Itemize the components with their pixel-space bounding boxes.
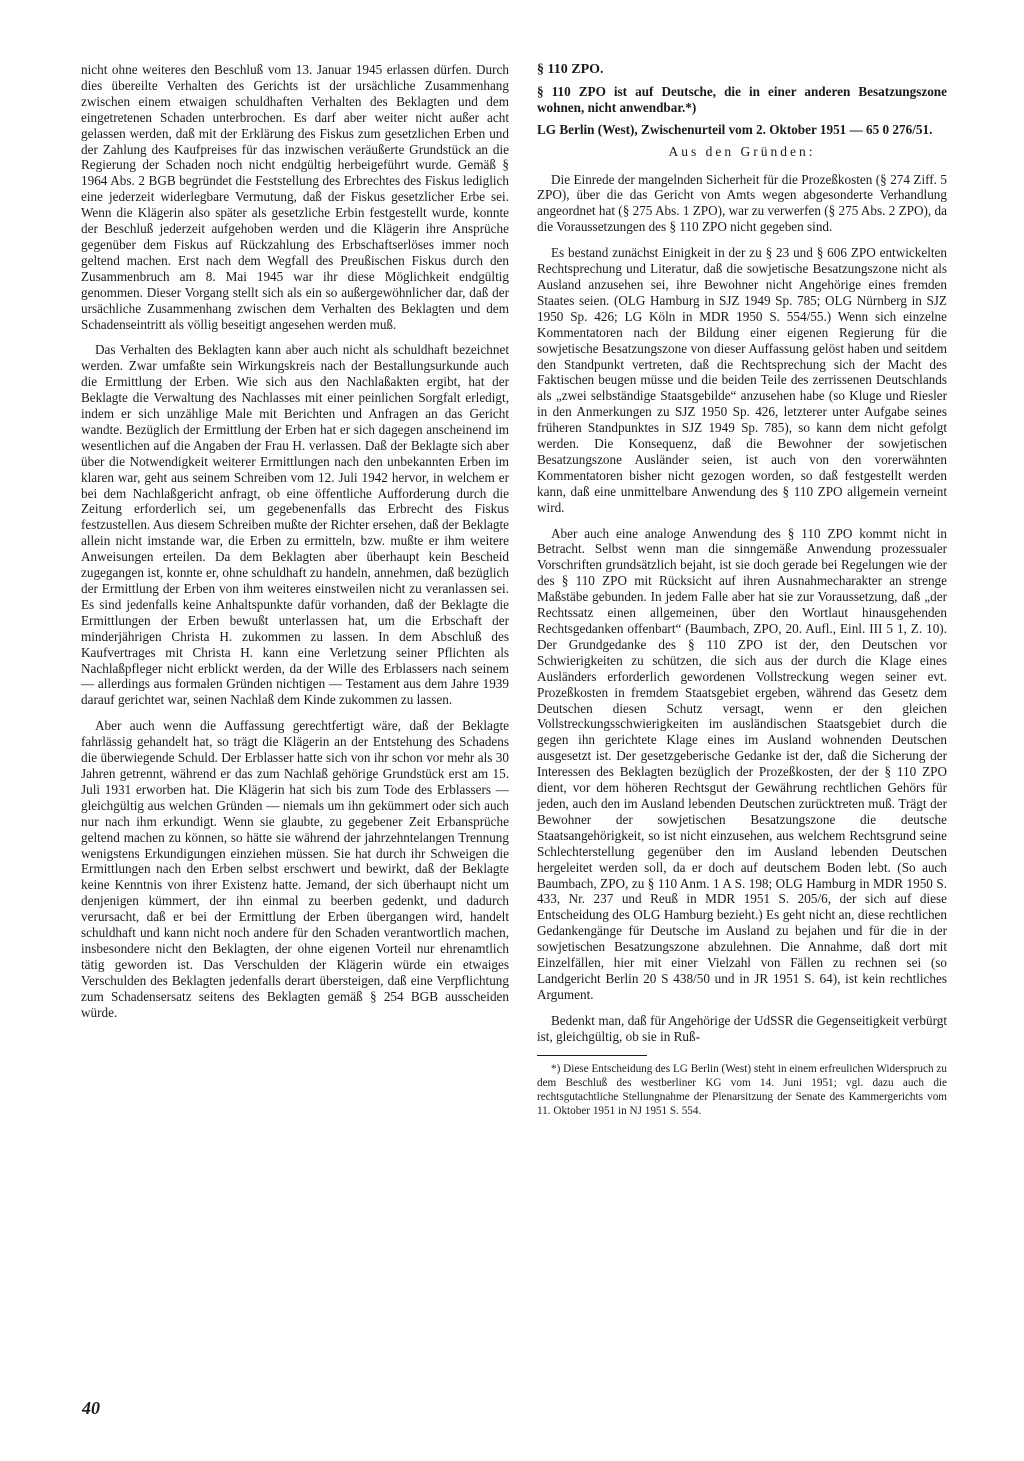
right-column: [537, 62, 947, 1128]
paragraph: Bedenkt man, daß für Angehörige der UdSSR die Gegenseitigkeit verbürgt ist, gleichgültig, ob sie in Ruß-: [537, 1012, 947, 1044]
paragraph: nicht ohne weiteres den Beschluß vom 13. Januar 1945 erlassen dürfen. Durch dies übereilte Verhalten des Gerichts ist der ursächliche Zusammenhang zwischen einem etwaigen schuldhaften Verhalten des Beklagten und dem eingetretenen Schaden unterbrochen. Es darf aber weiter nicht außer acht gelassen werden, daß mit der Erklärung des Fiskus zum gesetzlichen Erben und der Zahlung des Kaufpreises für das inzwischen veräußerte Grundstück an die Regierung der Schaden noch nicht endgültig herbeigeführt wurde. Gemäß § 1964 Abs. 2 BGB begründet die Feststellung des Erbrechtes des Fiskus lediglich eine jederzeit widerlegbare Vermutung, daß der Fiskus gesetzlicher Erbe sei. Wenn die Klägerin also später als gesetzliche Erbin festgestellt wurde, konnte der Beschluß jederzeit aufgehoben werden und die Klägerin ihre Ansprüche gegenüber dem Fiskus auf Rückzahlung des Erbschaftserlöses immer noch geltend machen. Erst nach dem Wegfall des Preußischen Fiskus durch den Zusammenbruch am 8. Mai 1945 war ihr diese Möglichkeit endgültig genommen. Dieser Vorgang stellt sich als ein so außergewöhnlicher dar, daß der ursächliche Zusammenhang zwischen dem Verhalten des Beklagten und dem Schadenseintritt als völlig beseitigt angesehen werden muß.: [81, 62, 509, 332]
left-column: [81, 62, 509, 1030]
paragraph: Es bestand zunächst Einigkeit in der zu § 23 und § 606 ZPO entwickelten Rechtsprechung und Literatur, daß die sowjetische Besatzungszone nicht als Ausland anzusehen sei, ihre Bewohner nicht Angehörige eines fremden Staates seien. (OLG Hamburg in SJZ 1949 Sp. 785; OLG Nürnberg in SJZ 1950 Sp. 426; LG Köln in MDR 1950 S. 554/55.) Wenn sich einzelne Kommentatoren nach der Bildung einer eigenen Regierung für die sowjetische Besatzungszone von dieser Auffassung gelöst haben und seitdem den Standpunkt vertreten, daß die Rechtsprechung sich der Macht des Faktischen beugen müsse und die beiden Teile des zerrissenen Deutschlands als „zwei selbständige Staatsgebilde“ anzusehen habe (so Kluge und Riesler in den Anmerkungen zu SJZ 1950 Sp. 426, letzterer unter Aufgabe seines früheren Standpunktes in SJZ 1949 Sp. 785), so kann dem nicht gefolgt werden. Die Konsequenz, daß die Bewohner der sowjetischen Besatzungszone Ausländer seien, ist auch von den vorerwähnten Kommentatoren bisher nicht gezogen worden, so daß festgestellt werden kann, daß eine unmittelbare Anwendung des § 110 ZPO allgemein verneint wird.: [537, 245, 947, 515]
paragraph: Aber auch eine analoge Anwendung des § 110 ZPO kommt nicht in Betracht. Selbst wenn man die sinngemäße Anwendung prozessualer Vorschriften grundsätzlich bejaht, ist sie doch gerade bei Regelungen wie der des § 110 ZPO mit Rücksicht auf ihren Ausnahmecharakter an strenge Maßstäbe gebunden. In jedem Falle aber hat sie zur Voraussetzung, daß „der Rechtssatz einen allgemeinen, über den Wortlaut hinausgehenden Rechtsgedanken offenbart“ (Baumbach, ZPO, 20. Aufl., Einl. III 5 1, Z. 10). Der Grundgedanke des § 110 ZPO ist der, den Deutschen vor Schwierigkeiten zu schützen, die sich aus der durch die Klage eines Ausländers erforderlich gewordenen Vollstreckung wegen seiner evt. Prozeßkosten in fremdem Staatsgebiet ergeben, während das Gesetz dem Deutschen diesen Schutz versagt, wenn er den gleichen Vollstreckungsschwierigkeiten im ausländischen Staatsgebiet durch die gegen ihn gerichtete Klage eines im Ausland wohnenden Deutschen ausgesetzt ist. Der gesetzgeberische Gedanke ist der, daß die Sicherung der Interessen des Beklagten bezüglich der Prozeßkosten, der der § 110 ZPO dient, vor dem höheren Rechtsgut der Gewährung rechtlichen Gehörs für jeden, auch den im Ausland lebenden Deutschen zurücktreten muß. Trägt der Bewohner der sowjetischen Besatzungszone die deutsche Staatsangehörigkeit, so ist nicht einzusehen, aus welchem Rechtsgrund seine Schlechterstellung gegenüber den im Ausland lebenden Deutschen hergeleitet werden soll, da er doch auf deutschem Boden lebt. (So auch Baumbach, ZPO, zu § 110 Anm. 1 A S. 198; OLG Hamburg in MDR 1950 S. 433, Nr. 237 und Reuß in MDR 1951 S. 205/6, der sich auf diese Entscheidung des OLG Hamburg bezieht.) Es geht nicht an, diese rechtlichen Gedankengänge für Deutsche im Ausland zu bejahen und für die in der sowjetischen Besatzungszone abzulehnen. Die Annahme, daß dort mit Einzelfällen, hier mit einer Vielzahl von Fällen zu rechnen sei (so Landgericht Berlin 20 S 438/50 und in JR 1951 S. 64), ist kein rechtliches Argument.: [537, 525, 947, 1002]
court-citation: LG Berlin (West), Zwischenurteil vom 2. Oktober 1951 — 65 0 276/51.: [537, 121, 933, 137]
paragraph: Aber auch wenn die Auffassung gerechtfertigt wäre, daß der Beklagte fahrlässig gehandelt hat, so trägt die Klägerin an der Entstehung des Schadens die überwiegende Schuld. Der Erblasser hatte sich von ihr schon vor mehr als 30 Jahren getrennt, während er das zum Nachlaß gehörige Grundstück erst am 15. Juli 1931 erworben hat. Die Klägerin hat sich bis zum Tode des Erblassers — gleichgültig aus welchen Gründen — niemals um ihn gekümmert oder sich auch nur nach ihm erkundigt. Wenn sie glaubte, zu gegebener Zeit Erbansprüche geltend machen zu können, so hätte sie während der jahrzehntelangen Trennung wenigstens Erkundigungen einziehen müssen. Sie hat durch ihr Schweigen die Ermittlungen nach den Erben selbst erschwert und bewirkt, daß der Beklagte keine Kenntnis von ihrer Existenz hatte. Jemand, der sich überhaupt nicht um denjenigen kümmert, der ihn einmal zu beerben gedenkt, und dadurch verursacht, daß er bei der Ermittlung der Erben übergangen wird, handelt schuldhaft und kann nicht noch andere für den Schaden verantwortlich machen, insbesondere nicht den Beklagten, der ohne eigenen Vorteil nur ehrenamtlich tätig geworden ist. Das Verschulden der Klägerin würde ein etwaiges Verschulden des Beklagten jedenfalls derart übersteigen, daß eine Verpflichtung zum Schadensersatz seitens des Beklagten gemäß § 254 BGB ausscheiden würde.: [81, 718, 509, 1020]
paragraph: Die Einrede der mangelnden Sicherheit für die Prozeßkosten (§ 274 Ziff. 5 ZPO), über die das Gericht von Amts wegen abgesonderte Verhandlung angeordnet hat (§ 275 Abs. 1 ZPO), war zu verwerfen (§ 275 Abs. 2 ZPO), da die Voraussetzungen des § 110 ZPO nicht gegeben sind.: [537, 171, 947, 235]
section-heading: § 110 ZPO.: [537, 62, 604, 77]
section-title: Aus den Gründen:: [668, 143, 816, 159]
footnote: *) Diese Entscheidung des LG Berlin (West) steht in einem erfreulichen Widerspruch zu dem Beschluß des westberliner KG vom 14. Juni 1951; vgl. dazu auch die rechtsgutachtliche Stellungnahme der Plenarsitzung der Senate des Kammergerichts vom 11. Oktober 1951 in NJ 1951 S. 554.: [537, 1062, 947, 1117]
paragraph: Das Verhalten des Beklagten kann aber auch nicht als schuldhaft bezeichnet werden. Zwar umfaßte sein Wirkungskreis nach der Bestallungsurkunde auch die Ermittlung der Erben. Wie sich aus den Nachlaßakten ergibt, hat der Beklagte die Verwaltung des Nachlasses mit einer peinlichen Sorgfalt erledigt, indem er sich unzählige Male mit Berichten und Anfragen an das Gericht wandte. Bezüglich der Ermittlung der Erben hat er sich dagegen anscheinend im wesentlichen auf die Angaben der Frau H. verlassen. Daß der Beklagte sich aber über die Notwendigkeit weiterer Ermittlungen nach den unbekannten Erben im klaren war, geht aus seinem Schreiben vom 12. Juli 1942 hervor, in welchem er bei dem Nachlaßgericht anfragt, ob eine öffentliche Aufforderung durch die Zeitung erforderlich sei, um gegebenenfalls das Erbrecht des Fiskus festzustellen. Aus diesem Schreiben mußte der Richter ersehen, daß der Beklagte allein nicht imstande war, die Erben zu ermitteln, bzw. mußte er ihm weitere Anweisungen erteilen. Da dem Beklagten aber überhaupt kein Bescheid zugegangen ist, konnte er, ohne schuldhaft zu handeln, annehmen, daß bezüglich der Ermittlung der Erben von ihm weiteres einstweilen nicht zu veranlassen sei. Es sind jedenfalls keine Anhaltspunkte dafür vorhanden, daß der Beklagte die Ermittlungen der Erben bewußt unterlassen hat, um die Erbschaft der minderjährigen Christa H. zukommen zu lassen. In dem Abschluß des Kaufvertrages mit Christa H. kann eine Verletzung seiner Pflichten als Nachlaßpfleger nicht erblickt werden, da der Wille des Erblassers nach seinem — allerdings aus formalen Gründen nichtigen — Testament aus dem Jahre 1939 darauf gerichtet war, seinen Nachlaß dem Kinde zukommen zu lassen.: [81, 342, 509, 708]
headnote: § 110 ZPO ist auf Deutsche, die in einer anderen Besatzungszone wohnen, nicht anwendbar.*): [537, 83, 947, 115]
page-number: 40: [82, 1398, 100, 1418]
footnote-divider: [537, 1055, 647, 1056]
